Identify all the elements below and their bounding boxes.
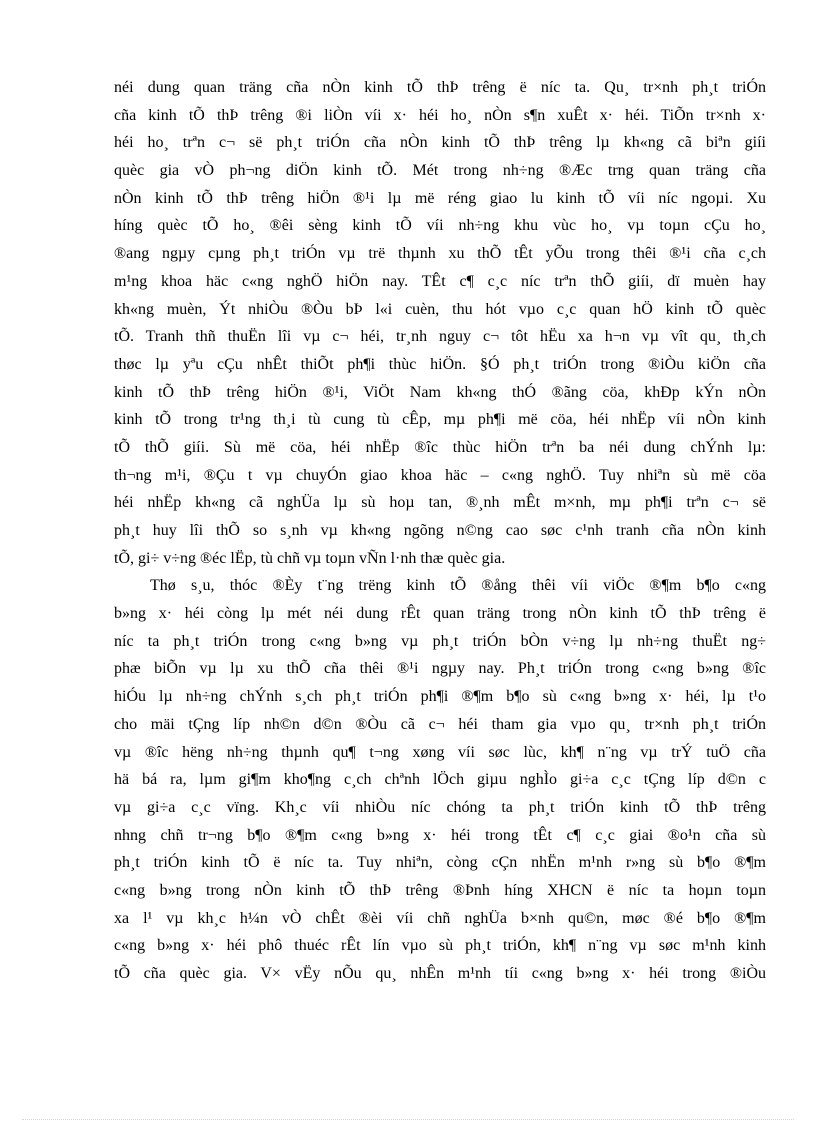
text-line: thøc lµ yªu cÇu nhÊt thiÕt ph¶i thùc hiÖn. §Ó ph¸t triÓn trong ®iÒu kiÖn cña: [114, 355, 766, 373]
text-line: tÕ cña quèc gia. V× vËy nÕu qu¸ nhÊn m¹nh tíi c«ng b»ng x· héi trong ®iÒu: [114, 965, 766, 982]
text-line: híng quèc tÕ ho¸ ®êi sèng kinh tÕ víi nh÷ng khu vùc ho¸ vµ toµn cÇu ho¸: [114, 217, 766, 235]
text-line: hä bá ra, lµm gi¶m kho¶ng c¸ch chªnh lÖch giµu nghÌo gi÷a c¸c tÇng líp d©n c: [114, 771, 766, 789]
text-line: b»ng x· héi còng lµ mét néi dung rÊt quan träng trong nÒn kinh tÕ thÞ trêng ë: [114, 605, 766, 623]
text-line: héi nhËp kh«ng cã nghÜa lµ sù hoµ tan, ®¸nh mÊt m×nh, mµ ph¶i trªn c¬ së: [114, 494, 766, 512]
text-line: quèc gia vÒ ph¬ng diÖn kinh tÕ. Mét trong nh÷ng ®Æc trng quan träng cña: [114, 162, 766, 180]
text-line: tÕ, gi÷ v÷ng ®éc lËp, tù chñ vµ toµn vÑn l·nh thæ quèc gia.: [114, 549, 506, 567]
text-line: néi dung quan träng cña nÒn kinh tÕ thÞ trêng ë níc ta. Qu¸ tr×nh ph¸t triÓn: [114, 79, 766, 96]
paragraph: [114, 572, 766, 987]
text-line: tÕ thÕ giíi. Sù më cöa, héi nhËp ®îc thùc hiÖn trªn ba néi dung chÝnh lµ:: [114, 438, 766, 456]
text-line: ®ang ngµy cµng ph¸t triÓn vµ trë thµnh xu thÕ tÊt yÕu trong thêi ®¹i cña c¸ch: [114, 245, 766, 263]
text-line: vµ gi÷a c¸c vïng. Kh¸c víi nhiÒu níc chóng ta ph¸t triÓn kinh tÕ thÞ trêng: [114, 798, 766, 816]
text-line: xa l¹ vµ kh¸c h¼n vÒ chÊt ®èi víi chñ nghÜa b×nh qu©n, møc ®é b¶o ®¶m: [114, 909, 766, 927]
text-line: th¬ng m¹i, ®Çu t vµ chuyÓn giao khoa häc – c«ng nghÖ. Tuy nhiªn sù më cöa: [114, 466, 766, 484]
text-line: c«ng b»ng trong nÒn kinh tÕ thÞ trêng ®Þnh híng XHCN ë níc ta hoµn toµn: [114, 881, 766, 899]
text-line: tÕ. Tranh thñ thuËn lîi vµ c¬ héi, tr¸nh nguy c¬ tôt hËu xa h¬n vµ vît qu¸ th¸ch: [114, 328, 766, 346]
text-line: Thø s¸u, thóc ®Èy t¨ng trëng kinh tÕ ®ång thêi víi viÖc ®¶m b¶o c«ng: [150, 577, 766, 595]
text-line: kinh tÕ trong tr¹ng th¸i tù cung tù cÊp, mµ ph¶i më cöa, héi nhËp víi nÒn kinh: [114, 411, 766, 429]
text-line: kh«ng muèn, Ýt nhiÒu ®Òu bÞ l«i cuèn, thu hót vµo c¸c quan hÖ kinh tÕ quèc: [114, 300, 766, 318]
text-line: héi ho¸ trªn c¬ së ph¸t triÓn cña nÒn kinh tÕ thÞ trêng lµ kh«ng cã biªn giíi: [114, 134, 766, 152]
page-bottom-divider: [22, 1119, 794, 1120]
text-line: phæ biÕn vµ lµ xu thÕ cña thêi ®¹i ngµy nay. Ph¸t triÓn trong c«ng b»ng ®îc: [114, 660, 766, 678]
text-line: hiÓu lµ nh÷ng chÝnh s¸ch ph¸t triÓn ph¶i ®¶m b¶o sù c«ng b»ng x· héi, lµ t¹o: [114, 688, 766, 706]
text-line: m¹ng khoa häc c«ng nghÖ hiÖn nay. TÊt c¶ c¸c níc trªn thÕ giíi, dï muèn hay: [114, 272, 766, 290]
text-line: ph¸t huy lîi thÕ so s¸nh vµ kh«ng ngõng n©ng cao søc c¹nh tranh cña nÒn kinh: [114, 522, 766, 539]
text-line: c«ng b»ng x· héi phô thuéc rÊt lín vµo sù ph¸t triÓn, kh¶ n¨ng vµ søc m¹nh kinh: [114, 937, 766, 955]
paragraph: [114, 74, 766, 572]
text-line: nhng chñ tr¬ng b¶o ®¶m c«ng b»ng x· héi trong tÊt c¶ c¸c giai ®o¹n cña sù: [114, 826, 766, 844]
text-line: cho mäi tÇng líp nh©n d©n ®Òu cã c¬ héi tham gia vµo qu¸ tr×nh ph¸t triÓn: [114, 715, 766, 733]
text-line: kinh tÕ thÞ trêng hiÖn ®¹i, ViÖt Nam kh«ng thÓ ®ãng cöa, khÐp kÝn nÒn: [114, 383, 766, 401]
text-line: níc ta ph¸t triÓn trong c«ng b»ng vµ ph¸t triÓn bÒn v÷ng lµ nh÷ng thuËt ng÷: [114, 632, 766, 650]
text-line: ph¸t triÓn kinh tÕ ë níc ta. Tuy nhiªn, còng cÇn nhËn m¹nh r»ng sù b¶o ®¶m: [114, 854, 766, 872]
text-line: cña kinh tÕ thÞ trêng ®i liÒn víi x· héi ho¸ nÒn s¶n xuÊt x· héi. TiÕn tr×nh x·: [114, 106, 766, 124]
text-line: vµ ®îc hëng nh÷ng thµnh qu¶ t¬ng xøng víi søc lùc, kh¶ n¨ng vµ trÝ tuÖ cña: [114, 743, 766, 761]
document-body: [114, 74, 766, 988]
text-line: nÒn kinh tÕ thÞ trêng hiÖn ®¹i lµ më réng giao lu kinh tÕ víi níc ngoµi. Xu: [114, 189, 766, 207]
